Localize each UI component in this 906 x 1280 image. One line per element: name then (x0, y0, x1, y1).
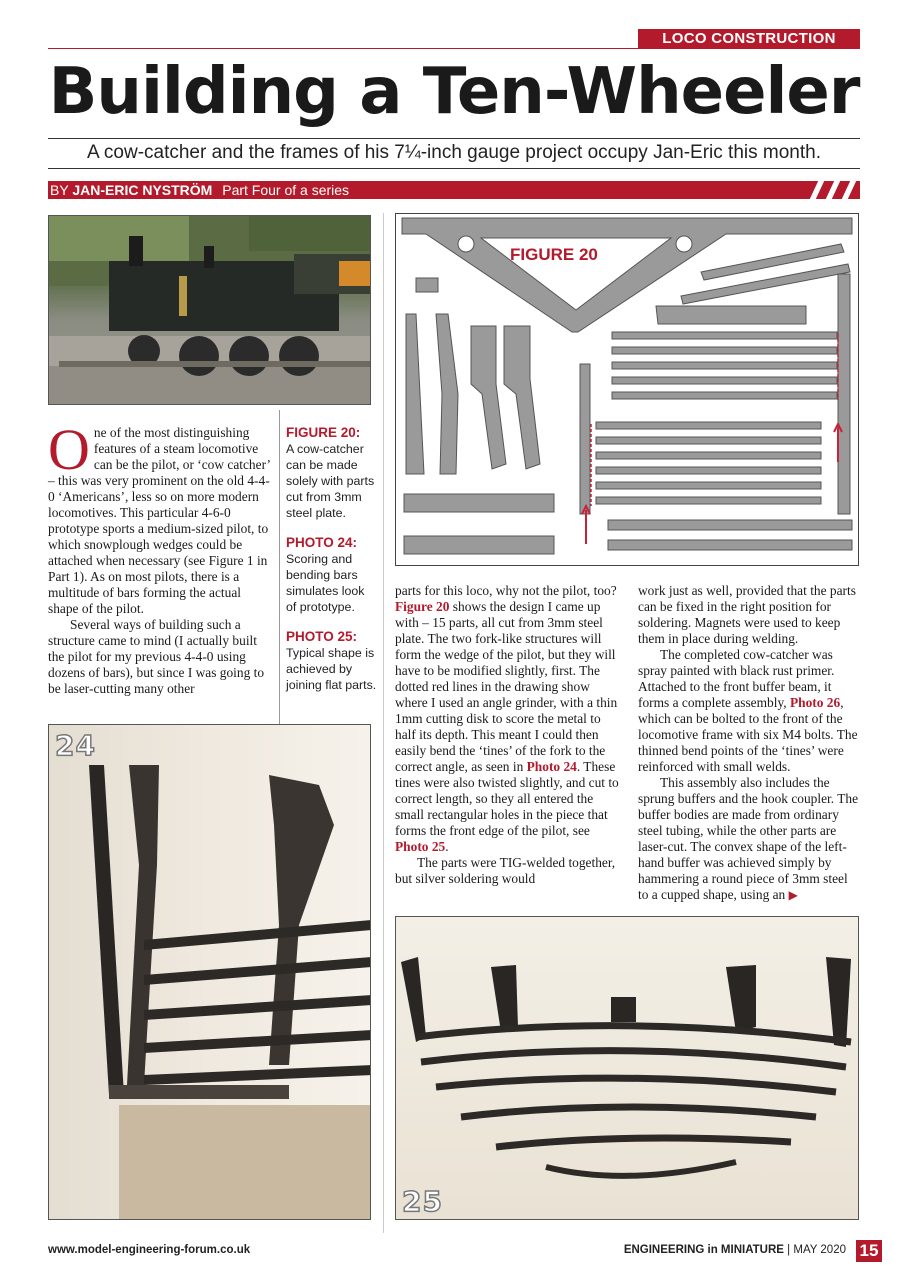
caption-column (286, 425, 378, 707)
paragraph: work just as well, provided that the parts can be fixed in the right position for soldering. Magnets were used to keep them in place during welding. (638, 583, 856, 646)
byline-author: JAN-ERIC NYSTRÖM (72, 182, 213, 198)
paragraph-text: . (445, 839, 449, 854)
tag-rule (48, 48, 860, 49)
photo-25 (395, 916, 859, 1220)
locomotive-photo (48, 215, 371, 405)
column-3 (638, 583, 860, 903)
photo-reference[interactable]: Photo 26 (789, 695, 841, 710)
column-divider (383, 213, 384, 1233)
footer-website-link[interactable]: www.model-engineering-forum.co.uk (48, 1244, 251, 1256)
footer-magazine: ENGINEERING in MINIATURE (623, 1244, 784, 1256)
figure-label: FIGURE 20 (510, 245, 598, 264)
decorative-slashes (814, 181, 852, 199)
laser-cut-parts-drawing (396, 214, 858, 565)
footer-date: MAY 2020 (793, 1244, 846, 1256)
caption-photo-24 (286, 535, 378, 615)
photo-number-25: 25 (402, 1185, 443, 1218)
continue-arrow-icon: ▶ (788, 888, 798, 902)
paragraph-text: parts for this loco, why not the pilot, too? (395, 583, 617, 598)
caption-text: Scoring and bending bars simulates look of prototype. (286, 552, 365, 614)
section-tag: LOCO CONSTRUCTION (638, 29, 860, 49)
caption-text: Typical shape is achieved by joining flat parts. (286, 646, 377, 692)
caption-title: FIGURE 20: (286, 425, 361, 440)
photo-24 (48, 724, 371, 1220)
footer-publication: ENGINEERING in MINIATURE | MAY 2020 (623, 1244, 846, 1256)
paragraph (395, 583, 620, 855)
byline-series: Part Four of a series (222, 182, 350, 198)
caption-title: PHOTO 24: (286, 535, 358, 550)
paragraph-text: shows the design I came up with – 15 parts, all cut from 3mm steel plate. The two fork-like structures will form the wedge of the pilot, but they will have to be modified slightly, first. The dotted red lines in the drawing show where I used an angle grinder, with a thin 1mm cutting disk to score the metal to half its depth. This meant I could then easily bend the ‘tines’ of the fork to the correct angle, as seen in (395, 599, 618, 774)
paragraph-text: This assembly also includes the sprung buffers and the hook coupler. The buffer bodies are made from ordinary steel tubing, while the other parts are laser-cut. The convex shape of the left-hand buffer was achieved simply by hammering a round piece of 3mm steel to a cupped shape, using an (638, 775, 859, 902)
photo-number-24: 24 (55, 729, 96, 762)
paragraph: Several ways of building such a structure came to mind (I actually built the pilot for my previous 4-4-0 using dozens of bars), but since I was going to be laser-cutting many other (48, 617, 265, 696)
caption-photo-25 (286, 629, 378, 693)
paragraph (48, 417, 272, 617)
byline-bar (48, 181, 860, 199)
paragraph-text: . These tines were also twisted slightly, and cut to correct length, so they all entered the small rectangular holes in the piece that forms the front edge of the pilot, see (395, 759, 619, 838)
caption-divider (279, 410, 280, 724)
paragraph: The parts were TIG-welded together, but silver soldering would (395, 855, 616, 886)
column-2 (395, 583, 620, 887)
caption-title: PHOTO 25: (286, 629, 358, 644)
photo-reference[interactable]: Photo 25 (395, 839, 446, 854)
standfirst: A cow-catcher and the frames of his 7¼-inch gauge project occupy Jan-Eric this month. (87, 142, 821, 163)
standfirst-rule-top (48, 138, 860, 139)
paragraph (638, 775, 860, 903)
cow-catcher-front-illustration (396, 917, 859, 1220)
byline-by: BY (50, 182, 69, 198)
figure-reference[interactable]: Figure 20 (395, 599, 450, 614)
cow-catcher-side-illustration (49, 725, 371, 1220)
drop-cap: O (48, 417, 90, 482)
paragraph-text: The completed cow-catcher was spray painted with black rust primer. Attached to the front buffer beam, it forms a complete assembly, (638, 647, 835, 710)
caption-figure-20 (286, 425, 378, 521)
paragraph-text: , which can be bolted to the front of the locomotive frame with six M4 bolts. The thinned bend points of the ‘tines’ were reinforced with small welds. (638, 695, 858, 774)
locomotive-illustration (49, 216, 371, 405)
paragraph-text: ne of the most distinguishing features of a steam locomotive can be the pilot, or ‘cow catcher’ – this was very prominent on the old 4-4-0 ‘Americans’, less so on more modern locomotives. This particular 4-6-0 prototype sports a medium-sized pilot, to which snowplough wedges could be attached when necessary (see Figure 1 in Part 1). As on most pilots, there is a multitude of bars forming the actual shape of the pilot. (48, 425, 270, 616)
caption-text: A cow-catcher can be made solely with parts cut from 3mm steel plate. (286, 442, 375, 520)
column-1 (48, 417, 272, 697)
page-number: 15 (856, 1240, 882, 1262)
paragraph (638, 647, 860, 775)
figure-20-diagram (395, 213, 859, 566)
photo-reference[interactable]: Photo 24 (526, 759, 577, 774)
article-title: Building a Ten-Wheeler (48, 55, 860, 129)
standfirst-rule-bottom (48, 168, 860, 169)
